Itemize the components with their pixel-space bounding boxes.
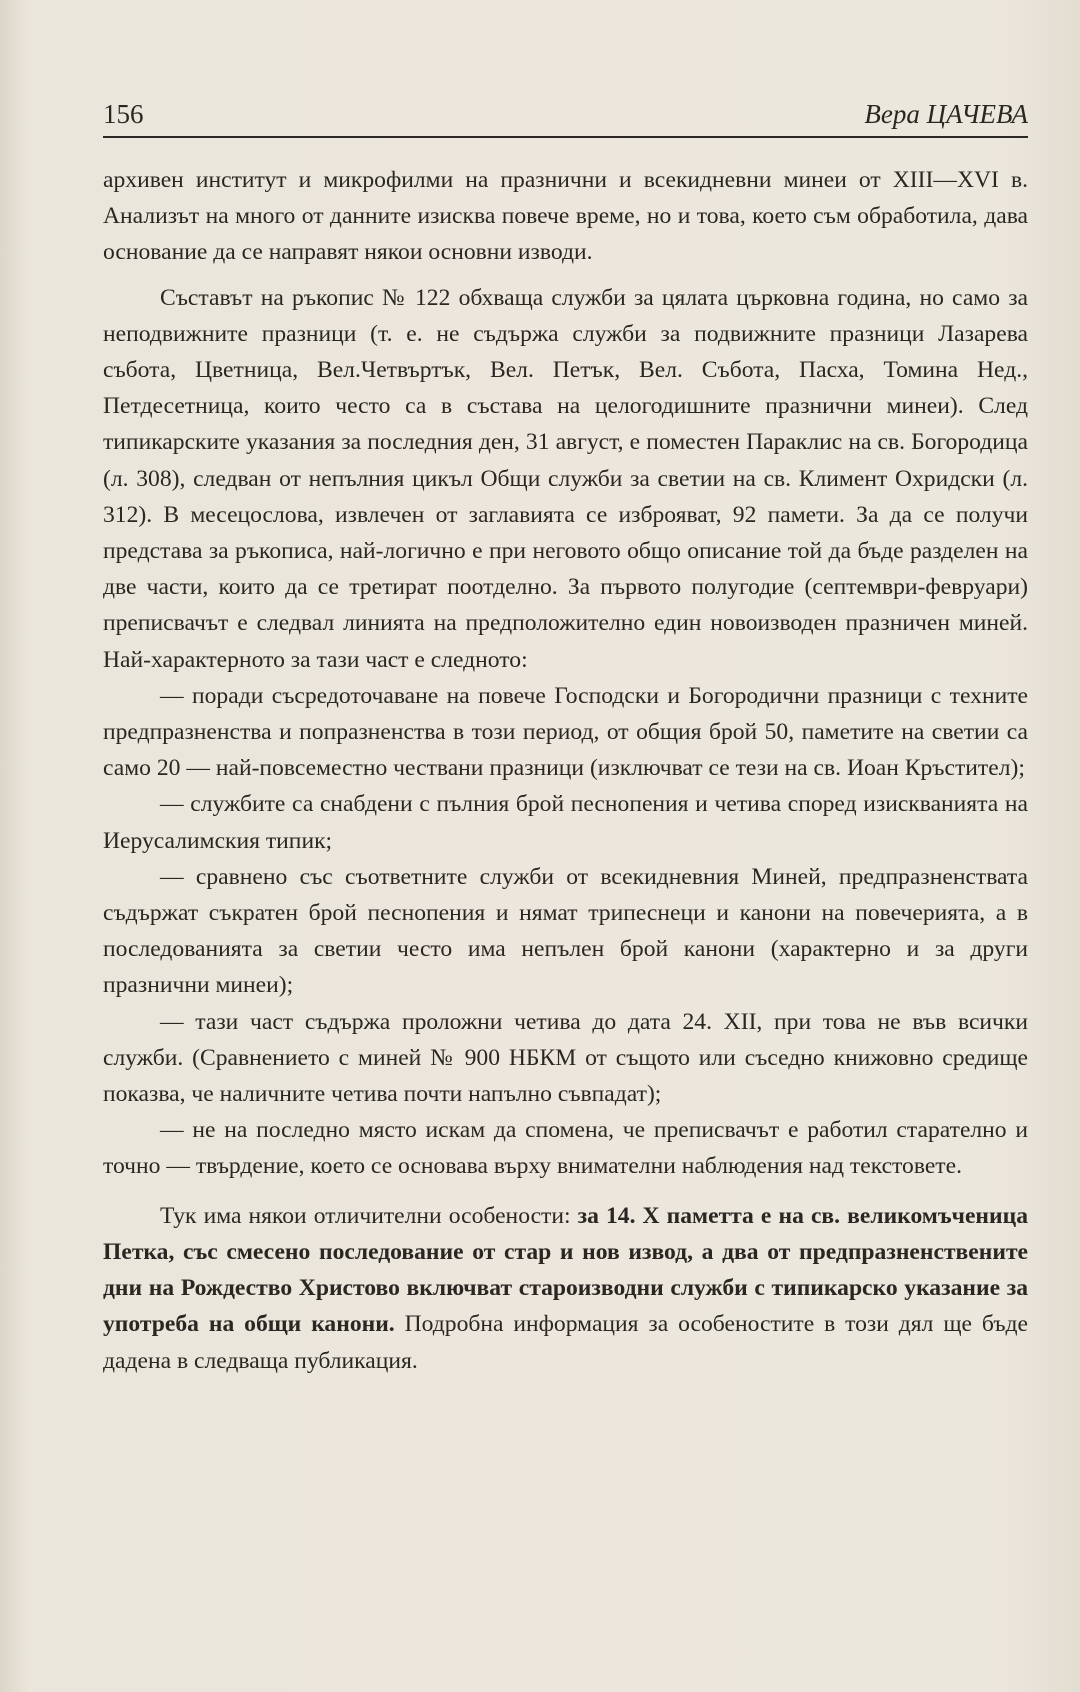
paragraph-outro-text: Подробна информация за особеностите в този дял ще бъде дадена в следваща публикация. <box>103 1311 1028 1374</box>
body-text <box>103 162 1028 1379</box>
list-item-services: — службите са снабдени с пълния брой песнопения и четива според изискванията на Иерусалимския типик; <box>103 791 1028 854</box>
list-item-comparison: — сравнено със съответните служби от всекидневния Миней, предпразненствата съдържат съкратен брой песнопения и нямат трипеснеци и канони на повечерията, а в последованията за светии често има непълен брой канони (характерно и за други празнични минеи); <box>103 863 1028 999</box>
paragraph-continued: архивен институт и микрофилми на празнични и всекидневни минеи от XIII—XVI в. Анализът на много от данните изисква повече време, но и това, което съм обработила, дава основание да се направят някои основни изводи. <box>103 167 1028 266</box>
paragraph-distinctive-features <box>103 1198 1028 1379</box>
paragraph-manuscript-contents: Съставът на ръкопис № 122 обхваща служби за цялата църковна година, но само за неподвижните празници (т. е. не съдържа служби за подвижните празници Лазарева събота, Цветница, Вел.Четвъртък, Вел. Петък, Вел. Събота, Пасха, Томина Нед., Петдесетница, които често са в състава на целогодишните празнични минеи). След типикарските указания за последния ден, 31 август, е поместен Параклис на св. Богородица (л. 308), следван от непълния цикъл Общи служби за светии на св. Климент Охридски (л. 312). В месецослова, извлечен от заглавията се изброяват, 92 памети. За да се получи представа за ръкописа, най-логично е при неговото общо описание той да бъде разделен на две части, които да се третират поотделно. За първото полугодие (септември-февруари) преписвачът е следвал линията на предположително един новоизводен празничен миней. Най-характерното за тази част е следното: <box>103 284 1028 673</box>
page-header <box>103 96 1028 138</box>
paragraph-intro-text: Тук има някои отличителни особености: <box>160 1202 578 1229</box>
list-item-scribe: — не на последно място искам да спомена, че преписвачът е работил старателно и точно — твърдение, което се основава върху внимателни наблюдения над текстовете. <box>103 1117 1028 1180</box>
bold-emphasis-text: за 14. X паметта е на св. великомъченица Петка, със смесено последование от стар и нов извод, а два от предпразненствените дни на Рождество Христово включват староизводни служби с типикарско указание за употреба на общи канони. <box>103 1202 1028 1338</box>
page-number: 156 <box>103 99 144 129</box>
running-head-author: Вера ЦАЧЕВА <box>864 99 1028 129</box>
list-item-readings: — тази част съдържа проложни четива до дата 24. XII, при това не във всички служби. (Сравнението с миней № 900 НБКМ от същото или съседно книжовно средище показва, че наличните четива почти напълно съвпадат); <box>103 1008 1028 1108</box>
list-item-feasts: — поради съсредоточаване на повече Господски и Богородични празници с техните предпразненства и попразненства в този период, от общия брой 50, паметите на светии са само 20 — най-повсеместно чествани празници (изключват се тези на св. Иоан Кръстител); <box>103 682 1028 782</box>
